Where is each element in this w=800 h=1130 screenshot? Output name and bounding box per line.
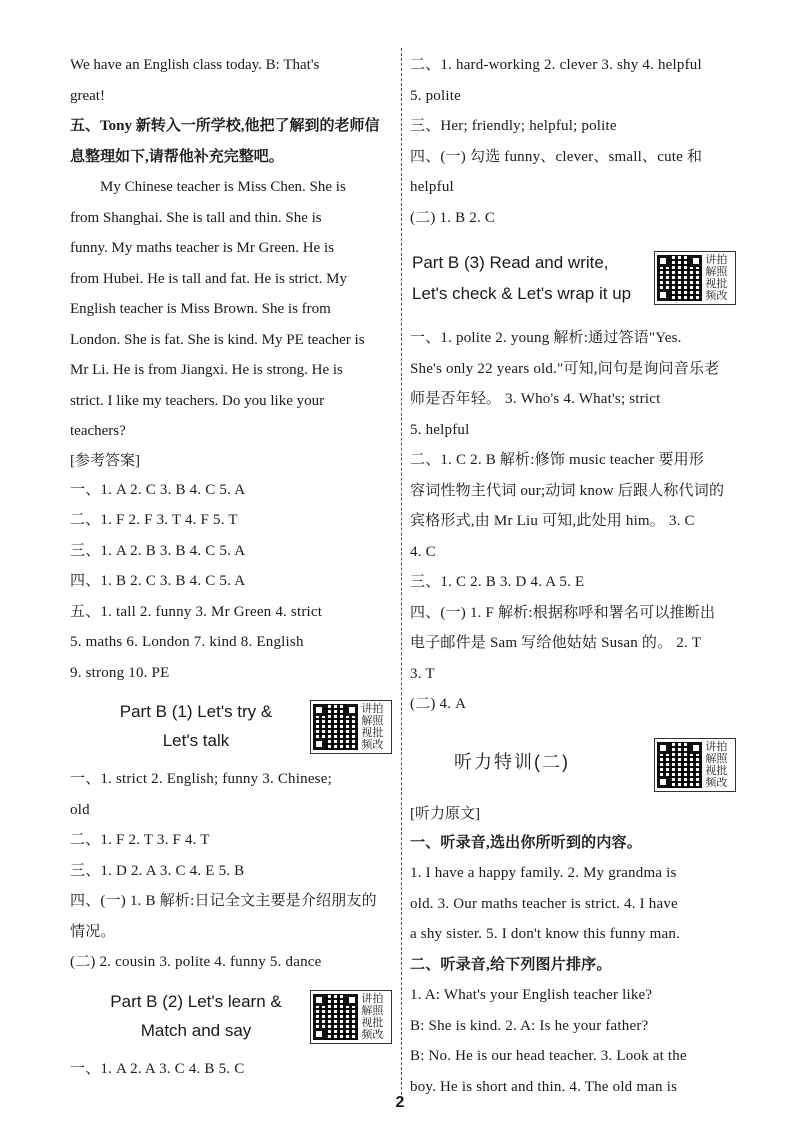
reading-passage <box>70 172 392 447</box>
passage-line: Mr Li. He is from Jiangxi. He is strong. He is <box>70 362 343 378</box>
qr-code-icon <box>313 704 358 750</box>
part-b1-title <box>120 697 273 755</box>
answer-line: (二) 2. cousin 3. polite 4. funny 5. dance <box>70 954 322 970</box>
script-line: 一、听录音,选出你所听到的内容。 <box>410 834 642 851</box>
passage-line: from Shanghai. She is tall and thin. She is <box>70 209 322 226</box>
answer-line: 三、Her; friendly; helpful; polite <box>410 118 617 134</box>
answer-line: 四、(一) 勾选 funny、clever、small、cute 和 <box>410 148 703 165</box>
intro-text <box>70 50 392 111</box>
script-line: old. 3. Our maths teacher is strict. 4. I have <box>410 895 678 912</box>
qr-caption: 讲拍解照视批频改 <box>705 253 728 302</box>
title-line: Match and say <box>140 1020 252 1040</box>
answer-line: 二、1. hard-working 2. clever 3. shy 4. helpful <box>410 57 702 73</box>
part-b3-header <box>410 237 736 323</box>
qr-caption: 讲拍解照视批频改 <box>361 702 384 751</box>
script-line: 1. A: What's your English teacher like? <box>410 987 653 1003</box>
part-b2-header <box>70 978 392 1054</box>
answer-line: 师是否年轻。 3. Who's 4. What's; strict <box>410 391 661 407</box>
script-line: a shy sister. 5. I don't know this funny man. <box>410 926 681 942</box>
top-answers <box>410 50 736 233</box>
answer-line: 三、1. C 2. B 3. D 4. A 5. E <box>410 574 585 590</box>
right-column <box>410 50 736 1102</box>
answer-line: 三、1. A 2. B 3. B 4. C 5. A <box>70 542 246 559</box>
answer-line: 4. C <box>410 543 436 560</box>
answer-line: 5. maths 6. London 7. kind 8. English <box>70 634 304 650</box>
answer-line: 电子邮件是 Sam 写给他姑姑 Susan 的。 2. T <box>410 635 702 651</box>
part-b2-title <box>110 987 281 1045</box>
passage-line: English teacher is Miss Brown. She is from <box>70 301 331 317</box>
answer-line: She's only 22 years old."可知,问句是询问音乐老 <box>410 360 720 377</box>
answer-line: 三、1. D 2. A 3. C 4. E 5. B <box>70 862 245 879</box>
passage-line: strict. I like my teachers. Do you like your <box>70 392 325 409</box>
answer-line: 容词性物主代词 our;动词 know 后跟人称代词的 <box>410 482 725 499</box>
answer-line: old <box>70 801 90 818</box>
answer-line: 四、(一) 1. B 解析:日记全文主要是介绍朋友的 <box>70 893 377 909</box>
answer-line: 宾格形式,由 Mr Liu 可知,此处用 him。 3. C <box>410 513 695 529</box>
text-line: 息整理如下,请帮他补充完整吧。 <box>70 148 284 165</box>
title-line: Let's check & Let's wrap it up <box>412 284 632 303</box>
title-line: Part B (1) Let's try & <box>119 702 273 721</box>
qr-code-badge[interactable] <box>310 990 392 1044</box>
qr-code-badge[interactable] <box>654 738 736 792</box>
answer-line: 9. strong 10. PE <box>70 664 170 681</box>
answer-line: 5. helpful <box>410 421 470 438</box>
answer-line: 四、1. B 2. C 3. B 4. C 5. A <box>70 573 246 589</box>
passage-line: teachers? <box>70 423 126 439</box>
answer-line: 二、1. F 2. F 3. T 4. F 5. T <box>70 512 238 528</box>
answer-line: 二、1. C 2. B 解析:修饰 music teacher 要用形 <box>410 452 705 468</box>
passage-line: from Hubei. He is tall and fat. He is strict. My <box>70 270 348 287</box>
text-line: 五、Tony 新转入一所学校,他把了解到的老师信 <box>70 118 380 134</box>
passage-line: funny. My maths teacher is Mr Green. He is <box>70 240 334 256</box>
answer-line: 3. T <box>410 665 435 682</box>
script-line: B: No. He is our head teacher. 3. Look at the <box>410 1048 687 1064</box>
qr-code-badge[interactable] <box>310 700 392 754</box>
qr-caption: 讲拍解照视批频改 <box>705 739 728 789</box>
answer-list <box>70 475 392 689</box>
title-line: Part B (2) Let's learn & <box>110 991 282 1011</box>
answer-line: 五、1. tall 2. funny 3. Mr Green 4. strict <box>70 603 323 620</box>
answer-line: 情况。 <box>70 923 116 940</box>
passage-line: London. She is fat. She is kind. My PE teacher is <box>70 331 365 348</box>
script-line: B: She is kind. 2. A: Is he your father? <box>410 1017 649 1034</box>
listening-script <box>410 828 736 1103</box>
listening-script-label: [听力原文] <box>410 805 480 822</box>
text-line: great! <box>70 87 105 104</box>
part-b1-answers <box>70 764 392 978</box>
reference-answer-label: [参考答案] <box>70 452 140 469</box>
answer-line: 二、1. F 2. T 3. F 4. T <box>70 832 210 848</box>
qr-code-icon <box>657 255 702 301</box>
answer-line: 5. polite <box>410 87 461 104</box>
part-b2-answers <box>70 1054 392 1085</box>
answer-line: helpful <box>410 179 454 195</box>
answer-line: (二) 1. B 2. C <box>410 209 496 226</box>
qr-caption: 讲拍解照视批频改 <box>361 991 384 1041</box>
answer-line: 一、1. polite 2. young 解析:通过答语"Yes. <box>410 330 682 346</box>
answer-line: 一、1. A 2. A 3. C 4. B 5. C <box>70 1060 245 1077</box>
script-line: 1. I have a happy family. 2. My grandma is <box>410 865 677 881</box>
part-b1-header <box>70 688 392 764</box>
left-column <box>70 50 392 1084</box>
answer-line: (二) 4. A <box>410 696 467 712</box>
column-divider <box>401 48 402 1100</box>
question-5-title <box>70 111 392 172</box>
qr-code-badge[interactable] <box>654 251 736 305</box>
answer-line: 四、(一) 1. F 解析:根据称呼和署名可以推断出 <box>410 604 716 621</box>
passage-line: My Chinese teacher is Miss Chen. She is <box>100 179 346 195</box>
title-line: Part B (3) Read and write, <box>412 253 609 272</box>
text-line: We have an English class today. B: That's <box>70 57 320 73</box>
script-line: boy. He is short and thin. 4. The old man is <box>410 1078 678 1095</box>
page-number: 2 <box>395 1094 405 1111</box>
listening-title: 听力特训(二) <box>454 751 570 772</box>
part-b3-title <box>412 247 631 309</box>
qr-code-icon <box>657 742 702 788</box>
listening-header <box>410 720 736 800</box>
title-line: Let's talk <box>162 731 230 750</box>
answer-line: 一、1. A 2. C 3. B 4. C 5. A <box>70 481 246 498</box>
qr-code-icon <box>313 994 358 1040</box>
script-line: 二、听录音,给下列图片排序。 <box>410 956 612 973</box>
part-b3-answers <box>410 323 736 720</box>
answer-line: 一、1. strict 2. English; funny 3. Chinese; <box>70 771 332 787</box>
